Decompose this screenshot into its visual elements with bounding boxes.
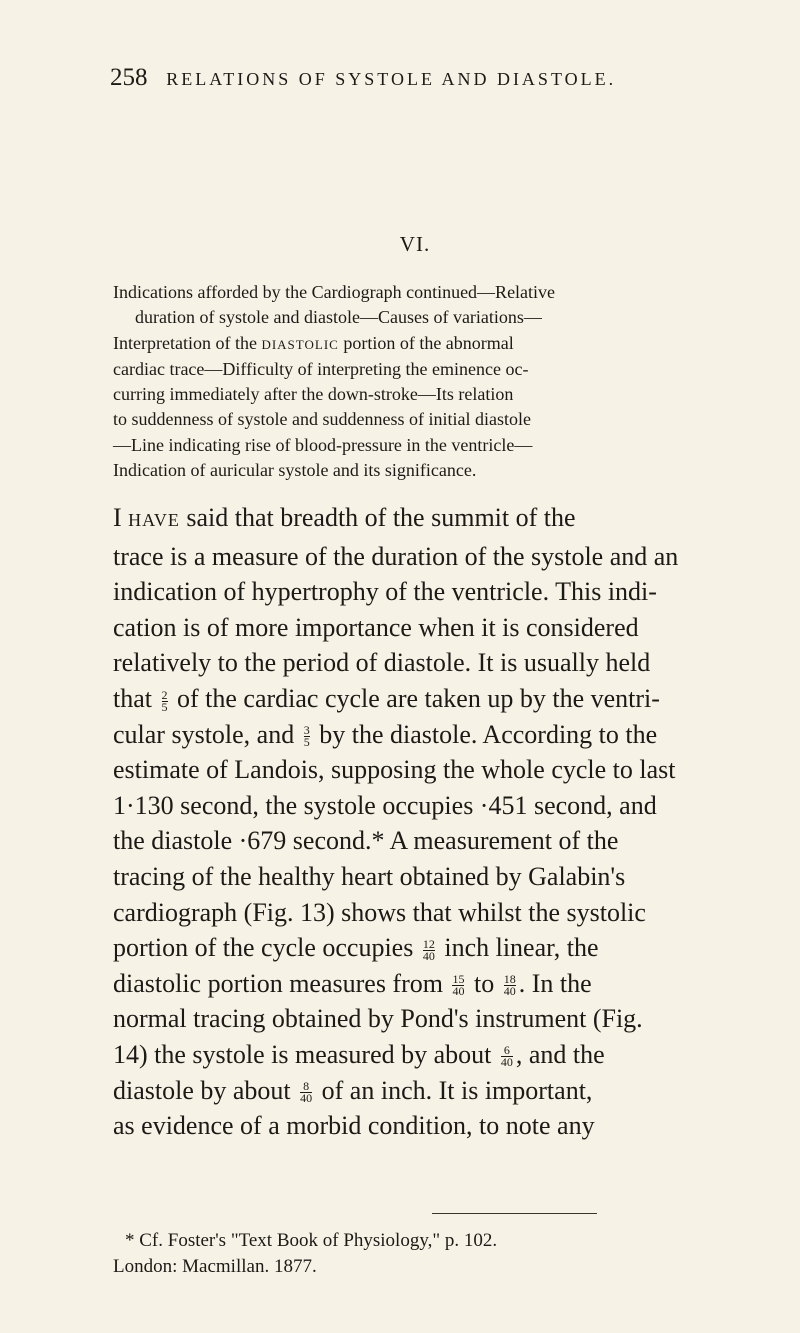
body-line: [113, 1073, 733, 1109]
fraction-denominator: 40: [500, 1055, 513, 1070]
running-title: RELATIONS OF SYSTOLE AND DIASTOLE.: [166, 69, 617, 89]
fraction-denominator: 40: [503, 984, 516, 999]
body-line: [113, 500, 733, 539]
small-caps-word: HAVE: [128, 510, 180, 530]
body-line: [113, 681, 733, 717]
body-text: , and the: [515, 1039, 605, 1069]
body-text: said that breadth of the summit of the: [179, 503, 576, 532]
body-line: relatively to the period of diastole. It is usually held: [113, 648, 651, 678]
body-line: estimate of Landois, supposing the whole cycle to last: [113, 755, 676, 785]
body-text: 14) the systole is measured by about: [113, 1039, 498, 1069]
small-caps-word: DIASTOLIC: [261, 336, 339, 352]
fraction-denominator: 5: [303, 735, 310, 750]
body-text: inch linear, the: [437, 933, 599, 963]
fraction-numerator: 12: [422, 936, 435, 951]
fraction-denominator: 40: [422, 948, 435, 963]
fraction: [452, 974, 464, 997]
synopsis-line: Indications afforded by the Cardiograph continued—Relative: [113, 282, 556, 302]
chapter-synopsis: [113, 280, 731, 483]
body-line: as evidence of a morbid condition, to note any: [113, 1111, 595, 1141]
fraction-numerator: 6: [501, 1045, 513, 1057]
body-text: by the diastole. According to the: [312, 719, 658, 749]
footnote-line: * Cf. Foster's "Text Book of Physiology," p. 102.: [125, 1230, 498, 1251]
synopsis-line: to suddenness of systole and suddenness of initial diastole: [113, 409, 531, 430]
footnote-divider: [432, 1213, 597, 1214]
synopsis-text: Interpretation of the: [113, 332, 262, 353]
fraction-denominator: 5: [161, 699, 168, 714]
body-text: . In the: [518, 968, 592, 998]
fraction-numerator: 3: [303, 723, 310, 738]
body-text: portion of the cycle occupies: [113, 933, 420, 963]
body-line: [113, 966, 733, 1002]
synopsis-line: Indication of auricular systole and its significance.: [113, 460, 477, 481]
footnote: [113, 1228, 733, 1280]
body-text: cular systole, and: [113, 719, 301, 749]
body-paragraph: [113, 500, 733, 1144]
running-head: [110, 64, 710, 92]
fraction: [304, 725, 310, 748]
synopsis-line: cardiac trace—Difficulty of interpreting the eminence oc-: [113, 358, 529, 379]
body-line: the diastole ·679 second.* A measurement of the: [113, 826, 619, 856]
body-line: tracing of the healthy heart obtained by Galabin's: [113, 861, 626, 891]
fraction-numerator: 18: [503, 972, 516, 987]
fraction: [504, 974, 516, 997]
body-text: that: [113, 683, 159, 713]
fraction-denominator: 40: [300, 1091, 313, 1106]
body-line: indication of hypertrophy of the ventricle. This indi-: [113, 577, 657, 607]
body-line: cardiograph (Fig. 13) shows that whilst the systolic: [113, 897, 646, 927]
synopsis-text: portion of the abnormal: [338, 332, 514, 353]
fraction-numerator: 15: [452, 972, 465, 987]
fraction-numerator: 8: [300, 1081, 312, 1093]
body-line: normal tracing obtained by Pond's instrument (Fig.: [113, 1004, 643, 1034]
body-line: [113, 717, 733, 753]
synopsis-line: duration of systole and diastole—Causes of variations—: [135, 307, 542, 328]
body-text: to: [467, 968, 501, 998]
body-text: I: [113, 503, 129, 532]
fraction: [161, 687, 168, 714]
synopsis-line: curring immediately after the down-stroke—Its relation: [113, 384, 514, 405]
body-text: of an inch. It is important,: [315, 1075, 593, 1105]
footnote-line: London: Macmillan. 1877.: [113, 1256, 317, 1277]
chapter-number: VI.: [399, 232, 431, 256]
fraction-denominator: 40: [452, 984, 465, 999]
fraction: [422, 936, 435, 963]
body-line: trace is a measure of the duration of the systole and an: [113, 541, 679, 571]
fraction-numerator: 2: [161, 687, 168, 702]
fraction: [501, 1045, 513, 1068]
body-line: 1·130 second, the systole occupies ·451 second, and: [113, 790, 657, 820]
body-text: diastole by about: [113, 1075, 298, 1105]
fraction: [300, 1081, 312, 1104]
body-text: of the cardiac cycle are taken up by the ventri-: [170, 683, 660, 713]
synopsis-line: —Line indicating rise of blood-pressure in the ventricle—: [113, 434, 533, 455]
synopsis-line: [113, 331, 731, 357]
body-line: cation is of more importance when it is considered: [113, 612, 639, 642]
body-text: diastolic portion measures from: [113, 968, 450, 998]
page-number: 258: [110, 64, 148, 91]
body-line: [113, 1037, 733, 1073]
body-line: [113, 930, 733, 966]
